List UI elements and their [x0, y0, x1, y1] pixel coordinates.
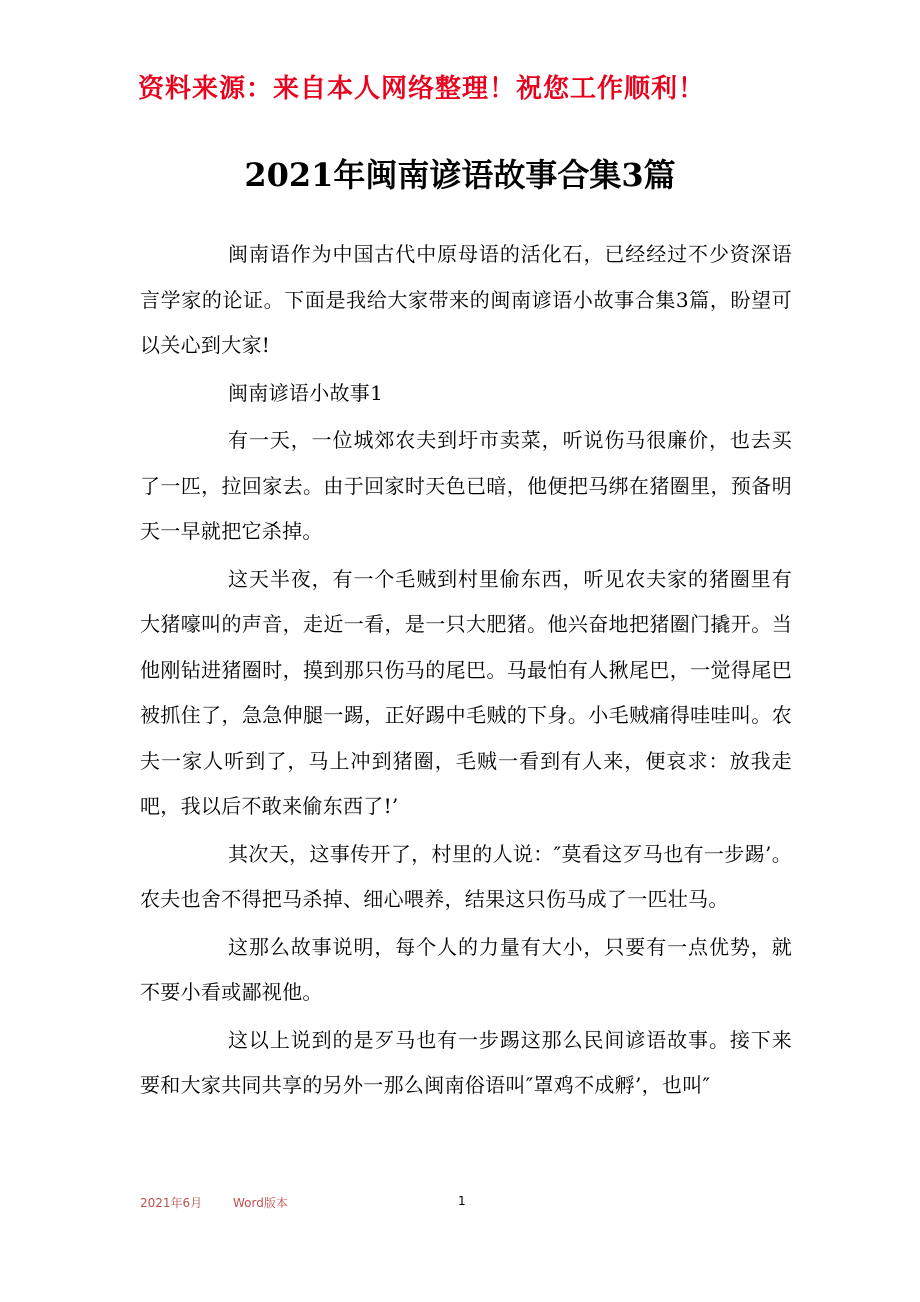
page-footer [140, 1194, 792, 1214]
paragraph-story-3: 其次天，这事传开了，村里的人说：″莫看这歹马也有一步踢’。农夫也舍不得把马杀掉、细心喂养，结果这只伤马成了一匹壮马。 [140, 841, 792, 911]
paragraph-intro: 闽南语作为中国古代中原母语的活化石，已经经过不少资深语言学家的论证。下面是我给大家带来的闽南谚语小故事合集3篇，盼望可以关心到大家! [140, 242, 792, 357]
footer-page-number: 1 [458, 1194, 466, 1208]
document-body [140, 232, 792, 1111]
paragraph-moral: 这那么故事说明，每个人的力量有大小，只要有一点优势，就不要小看或鄙视他。 [140, 934, 792, 1004]
footer-version: Word版本 [233, 1196, 288, 1210]
footer-date: 2021年6月 [140, 1196, 203, 1210]
paragraph-story-2: 这天半夜，有一个毛贼到村里偷东西，听见农夫家的猪圈里有大猪嚎叫的声音，走近一看，是一只大肥猪。他兴奋地把猪圈门撬开。当他刚钻进猪圈时，摸到那只伤马的尾巴。马最怕有人揪尾巴，一觉得尾巴被抓住了，急急伸腿一踢，正好踢中毛贼的下身。小毛贼痛得哇哇叫。农夫一家人听到了，马上冲到猪圈，毛贼一看到有人来，便哀求：放我走吧，我以后不敢来偷东西了!’ [140, 566, 792, 818]
paragraph-story-1: 有一天，一位城郊农夫到圩市卖菜，听说伤马很廉价，也去买了一匹，拉回家去。由于回家时天色已暗，他便把马绑在猪圈里，预备明天一早就把它杀掉。 [140, 428, 792, 543]
document-title: 2021年闽南谚语故事合集3篇 [244, 156, 676, 194]
source-banner: 资料来源：来自本人网络整理！祝您工作顺利！ [138, 74, 706, 104]
paragraph-story-heading: 闽南谚语小故事1 [228, 380, 384, 405]
paragraph-transition: 这以上说到的是歹马也有一步踢这那么民间谚语故事。接下来要和大家共同共享的另外一那么闽南俗语叫″罩鸡不成孵’，也叫″ [140, 1027, 792, 1097]
